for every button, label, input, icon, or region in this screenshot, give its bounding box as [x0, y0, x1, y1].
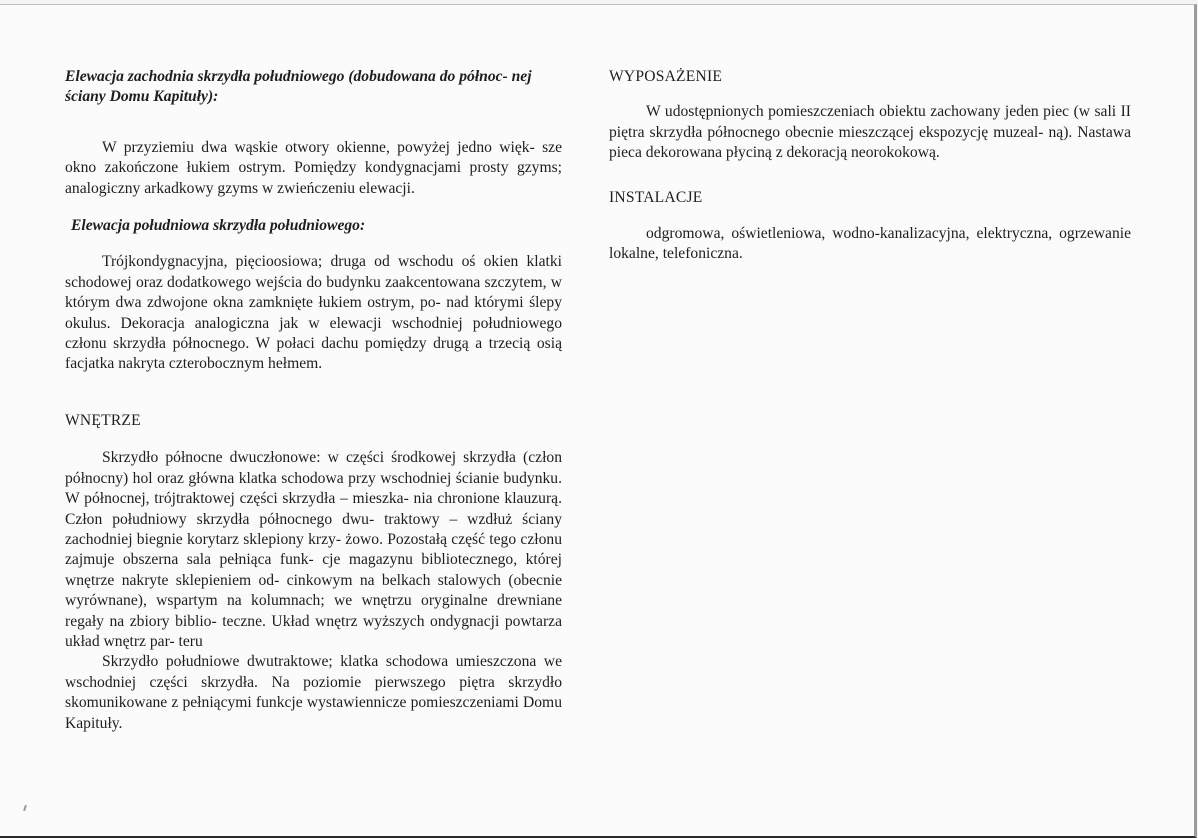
heading-south-elevation: Elewacja południowa skrzydła południowego:: [71, 217, 366, 235]
paragraph-equipment: W udostępnionych pomieszczeniach obiektu zachowany jeden piec (w sali II piętra skrzydła północnego obecnie mieszczącej ekspozycję muzeal- ną). Nastawa pieca dekorowana płyciną z dekoracją neorokokową.: [609, 103, 1131, 162]
paragraph-interior-north-wing: Skrzydło północne dwuczłonowe: w części środkowej skrzydła (człon północny) hol oraz główna klatka schodowa przy wschodniej ścianie budynku. W północnej, trójtraktowej części skrzydła – mieszka- nia chronione klauzurą. Człon południowy skrzydła północnego dwu- traktowy – wzdłuż ściany zachodniej biegnie korytarz sklepiony krzy- żowo. Pozostałą część tego członu zajmuje obszerna sala pełniąca funk- cje magazynu bibliotecznego, której wnętrze nakryte sklepieniem od- cinkowym na belkach stalowych (obecnie wyrównane), wspartym na kolumnach; we wnętrzu oryginalne drewniane regały na zbiory biblio- teczne. Układ wnętrz wyższych ondygnacji powtarza układ wnętrz par- teru: [65, 449, 562, 650]
heading-west-elevation: Elewacja zachodnia skrzydła południowego (dobudowana do północ- nej ściany Domu Kapituły):: [65, 68, 532, 106]
document-page: [0, 4, 1197, 838]
scan-mark: [23, 805, 27, 811]
heading-interior: WNĘTRZE: [65, 411, 141, 429]
heading-equipment: WYPOSAŻENIE: [609, 68, 723, 85]
paragraph-west-elevation: W przyziemiu dwa wąskie otwory okienne, powyżej jedno więk- sze okno zakończone łukiem ostrym. Pomiędzy kondygnacjami prosty gzyms; analogiczny arkadkowy gzyms w zwieńczeniu elewacji.: [65, 138, 562, 197]
left-column: [65, 67, 562, 734]
paragraph-south-elevation: Trójkondygnacyjna, pięcioosiowa; druga od wschodu oś okien klatki schodowej oraz dodatkowego wejścia do budynku zaakcentowana szczytem, w którym dwa zdwojone okna zamknięte łukiem ostrym, po- nad którymi ślepy okulus. Dekoracja analogiczna jak w elewacji wschodniej południowego członu skrzydła północnego. W połaci dachu pomiędzy drugą a trzecią osią facjatka nakryta czterobocznym hełmem.: [65, 253, 562, 373]
heading-installations: INSTALACJE: [609, 188, 703, 206]
paragraph-interior-south-wing: Skrzydło południowe dwutraktowe; klatka schodowa umieszczona we wschodniej części skrzydła. Na poziomie pierwszego piętra skrzydło skomunikowane z pełniącymi funkcje wystawiennicze pomieszczeniami Domu Kapituły.: [65, 653, 562, 732]
paragraph-installations: odgromowa, oświetleniowa, wodno-kanalizacyjna, elektryczna, ogrzewanie lokalne, telefoniczna.: [609, 225, 1131, 263]
right-column: [609, 67, 1131, 265]
